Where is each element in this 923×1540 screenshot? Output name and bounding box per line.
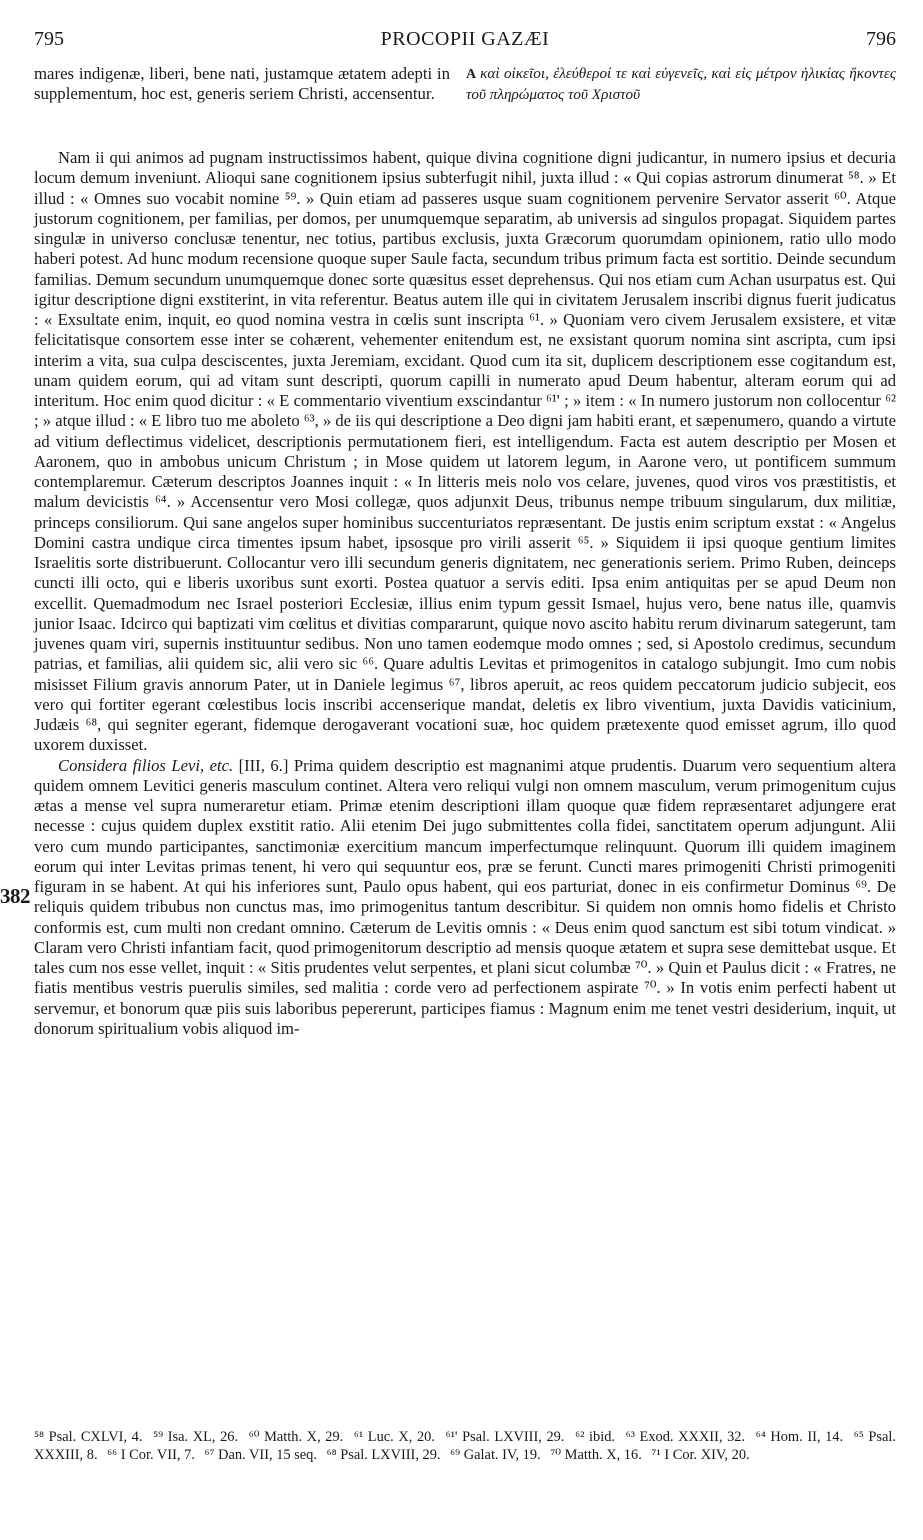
greek-column-text: καὶ οἰκεῖοι, ἐλεύθεροί τε καὶ εὐγενεῖς, καὶ εἰς μέτρον ἡλικίας ἥκοντες τοῦ πληρώματος τοῦ Χριστοῦ xyxy=(466,65,896,103)
footnote: ⁶⁸ Psal. LXVIII, 29. xyxy=(326,1447,441,1463)
footnote: ⁶⁹ Galat. IV, 19. xyxy=(450,1447,541,1463)
footnote: ⁶⁴ Hom. II, 14. xyxy=(755,1429,844,1445)
paragraph-1: Nam ii qui animos ad pugnam instructissimos habent, quique divina cognitione digni judicantur, in numero ipsius et decuria locum demum inveniunt. Alioqui sane cognitionem ipsius subterfugit nihil, juxta illud : « Qui copias astrorum dinumerat ⁵⁸. » Et illud : « Omnes suo vocabit nomine ⁵⁹. » Quin etiam ad passeres usque suam cognitionem pervenire Servator asserit ⁶⁰. Atque justorum cognitionem, per familias, per domos, per unumquemque separatim, ab universis ad singulos propagat. Siquidem partes singulæ in universo conclusæ tenentur, nec totius, partibus exclusis, juxta Græcorum quorumdam opinionem, ratio ullo modo haberi potest. Ad hunc modum recensione quoque super Saule facta, secundum tribus primum facta est sortitio. Deinde secundum familias. Demum secundum unumquemque donec sorte quæsitus esset deprehensus. Qui nos etiam cum Achan usurpatus est. Qui igitur descriptione digni exstiterint, in vita referentur. Beatus autem ille qui in civitatem Jerusalem inscribi dignus fuerit judicatus : « Exsultate enim, inquit, eo quod nomina vestra in cœlis sunt inscripta ⁶¹. » Quoniam vero civem Jerusalem exsistere, et vitæ felicitatisque consortem esse inter se cohærent, vehementer enitendum est, ne exsistant quorum nomina sint ascripta, cum ipsi interim a vita, sua culpa desciscentes, juxta Jeremiam, excidant. Quod cum ita sit, duplicem descriptionem esse cogitandum est, unam quidem eorum, qui ad vitam sunt descripti, quorum capilli in numerato apud Deum habentur, alteram eorum qui ad interitum. Hoc enim quod dicitur : « E commentario viventium exscindantur ⁶¹' ; » item : « In numero justorum non collocentur ⁶² ; » atque illud : « E libro tuo me aboleto ⁶³, » de iis qui descriptione a Deo digni jam habiti erant, et sæpenumero, quando a virtute ad vitium deflectimus videlicet, descriptionis permutationem fieri, est intelligendum. Facta est autem descriptio per Mosen et Aaronem, quo in ambobus unicum Christum ; in Mose quidem ut latorem legum, in Aarone vero, ut pontificem summum contemplaremur. Cæterum descriptos Joannes inquit : « In litteris meis nolo vos celare, juvenes, quod viros vos præstitistis, et malum devicistis ⁶⁴. » Accensentur vero Mosi collegæ, quos adjunxit Deus, tribunus nempe tribuum singularum, dux militiæ, princeps consiliorum. Qui sane angelos super hominibus succenturiatos repræsentant. De justis enim scriptum exstat : « Angelus Domini castra undique circa timentes ipsum habet, ipsosque pro virili asserit ⁶⁵. » Siquidem ii ipsi quoque gentium limites Israelitis sorte distribuerunt. Collocantur vero illi secundum generis dignitatem, nec generationis seriem. Primo Ruben, deinceps cuncti illi octo, qui e liberis uxoribus sunt exorti. Postea quatuor a servis editi. Ipsa enim antiquitas per se apud Deum non excellit. Quemadmodum nec Israel posteriori Ecclesiæ, illius enim typum gessit Ismael, hujus vero, bene natus ille, quamvis junior Isaac. Idcirco qui baptizati vim cœlitus et divitias compararunt, quique novo ascito habitu rerum divinarum sategerunt, tam juvenes quam viri, supernis instituuntur sedibus. Non uno tamen eodemque modo omnes ; sed, si Apostolo credimus, secundum patrias, et familias, alii quidem sic, alii vero sic ⁶⁶. Quare adultis Levitas et primogenitos in catalogo subjungit. Imo cum nobis misisset Filium gravis annorum Pater, ut in Daniele legimus ⁶⁷, libros aperuit, ac reos quidem peccatorum judicio subjecit, eos vero qui fortiter egerant cœlestibus locis inscribi accenserique mandat, deletis ex libro viventium, juxta Davidis vaticinium, Judæis ⁶⁸, qui segniter egerant, fidemque derogaverant vocationi suæ, hoc quidem prætexente quod emisset agrum, illo quod uxorem duxisset. xyxy=(34,148,896,755)
footnote: ⁶⁶ I Cor. VII, 7. xyxy=(107,1447,195,1463)
greek-column xyxy=(466,64,896,105)
margin-number: 382 xyxy=(0,884,30,908)
paragraph-2-lead: Considera filios Levi, etc. xyxy=(58,755,234,775)
running-header xyxy=(34,28,896,58)
footnote: ⁵⁹ Isa. XL, 26. xyxy=(153,1429,239,1445)
footnote: ⁶³ Exod. XXXII, 32. xyxy=(625,1429,746,1445)
parallel-columns xyxy=(34,64,896,144)
paragraph-2 xyxy=(34,756,896,1040)
footnote: ⁶² ibid. xyxy=(575,1429,615,1445)
footnote: ⁶⁰ Matth. X, 29. xyxy=(248,1429,344,1445)
paragraph-2-text: [III, 6.] Prima quidem descriptio est magnanimi atque prudentis. Duarum vero sequentium altera quidem omnem Levitici generis masculum continet. Altera vero reliqui vulgi non omnem masculum, verum primogenitum cujus ætas a mense vel supra numeraretur etiam. Primæ etenim descriptioni illam quoque quæ fidem repræsentaret adjungere erat necesse : cujus quidem duplex exstitit ratio. Alii etenim Dei jugo submittentes colla fidei, sanctitatem operum adjungunt. Alii vero cum mundo participantes, sanctimoniæ exercitium mancum imperfectumque relinquunt. Quorum illi quidem imaginem eorum qui inter Levitas primas tenent, hi vero qui sequuntur eos, præ se ferunt. Cuncti mares primogeniti Christi primogeniti figuram in se habent. At qui his inferiores sunt, Paulo opus habent, qui eos parturiat, donec in eis confirmetur Dominus ⁶⁹. De reliquis quidem tribubus non cunctus mas, imo primogenitus tantum describitur. Si quidem non omnis homo fidelis et Christo conformis est, cum multi non credant omnino. Cæterum de Levitis omnis : « Deus enim quod sanctum est sibi totum vindicat. » Claram vero Christi infantiam facit, quod primogenitorum descriptio ad mensis quoque ætatem et supra sese demittebat usque. Et tales cum nos esse vellet, inquit : « Sitis prudentes velut serpentes, et plani sicut columbæ ⁷⁰. » Quin et Paulus dicit : « Fratres, ne fiatis mentibus vestris puerulis similes, sed malitia : corde vero ad perfectionem aspirate ⁷⁰. » In votis enim perfecti habent ut servemur, et bonorum quæ piis suis laboribus pepererunt, participes fiamus : Magnum enim me tenet vestri desiderium, inquit, ut donorum spiritualium vobis aliquod im- xyxy=(34,755,896,1038)
footnote: ⁶¹' Psal. LXVIII, 29. xyxy=(445,1429,565,1445)
footnote: ⁶⁷ Dan. VII, 15 seq. xyxy=(204,1447,317,1463)
footnote: ⁵⁸ Psal. CXLVI, 4. xyxy=(34,1429,143,1445)
footnote: ⁷¹ I Cor. XIV, 20. xyxy=(651,1447,750,1463)
right-page-number: 796 xyxy=(866,28,896,50)
column-marker: A xyxy=(466,67,477,82)
left-page-number: 795 xyxy=(34,28,64,50)
footnote: ⁷⁰ Matth. X, 16. xyxy=(550,1447,642,1463)
page-title: PROCOPII GAZÆI xyxy=(380,28,550,50)
footnote: ⁶¹ Luc. X, 20. xyxy=(353,1429,435,1445)
footnote: ⁶⁵ Psal. XXXIII, 8. xyxy=(34,1429,896,1463)
main-text xyxy=(34,148,896,1039)
footnotes xyxy=(34,1428,896,1464)
latin-column-text: mares indigenæ, liberi, bene nati, justamque ætatem adepti in supplementum, hoc est, generis seriem Christi, accensentur. xyxy=(34,64,450,103)
